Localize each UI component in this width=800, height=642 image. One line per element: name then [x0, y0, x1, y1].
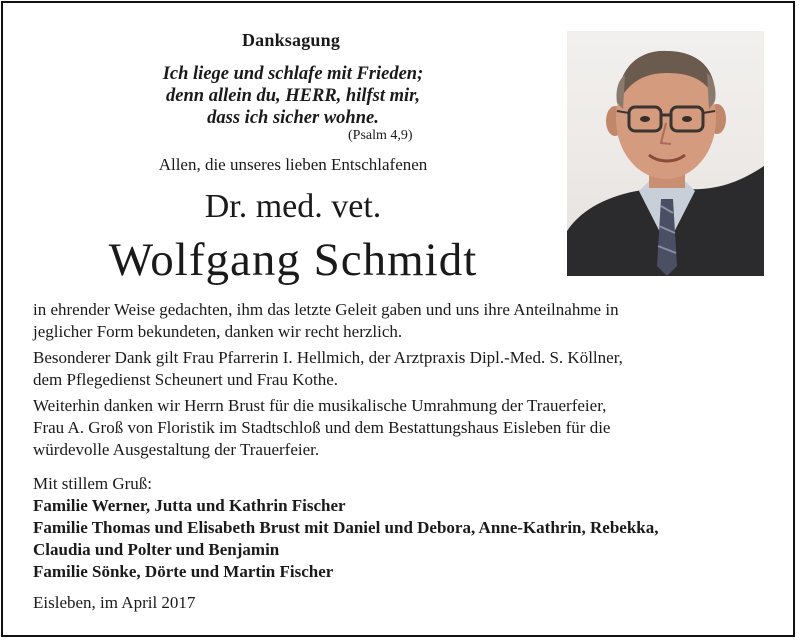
- text-line: dem Pflegedienst Scheunert und Frau Kothe.: [33, 370, 338, 389]
- notice-body: [33, 299, 773, 587]
- place-date: Eisleben, im April 2017: [33, 593, 196, 612]
- obituary-notice: [1, 1, 795, 637]
- greeting-line: Mit stillem Gruß:: [33, 474, 152, 493]
- verse-line: Ich liege und schlafe mit Frieden;: [162, 64, 424, 84]
- text-line: jeglicher Form bekundeten, danken wir recht herzlich.: [33, 322, 403, 341]
- family-line: Familie Werner, Jutta und Kathrin Fischer: [33, 496, 346, 515]
- deceased-title: Dr. med. vet.: [204, 188, 382, 225]
- deceased-name: Wolfgang Schmidt: [108, 234, 478, 286]
- intro-text: Allen, die unseres lieben Entschlafenen: [158, 155, 428, 174]
- family-line: Familie Thomas und Elisabeth Brust mit Daniel und Debora, Anne-Kathrin, Rebekka,: [33, 518, 659, 537]
- portrait-illustration: [567, 31, 764, 276]
- text-line: in ehrender Weise gedachten, ihm das letzte Geleit gaben und uns ihre Anteilnahme in: [33, 300, 619, 319]
- thanks-paragraph: [33, 395, 773, 461]
- notice-heading: Danksagung: [241, 30, 341, 50]
- thanks-paragraph: [33, 347, 773, 391]
- text-line: Frau A. Groß von Floristik im Stadtschloß und dem Bestattungshaus Eisleben für die: [33, 418, 611, 437]
- text-line: würdevolle Ausgestaltung der Trauerfeier.: [33, 440, 320, 459]
- verse-line: dass ich sicher wohne.: [207, 108, 379, 128]
- text-line: Besonderer Dank gilt Frau Pfarrerin I. Hellmich, der Arztpraxis Dipl.-Med. S. Köllner,: [33, 348, 623, 367]
- signature-block: [33, 473, 773, 583]
- verse-reference: (Psalm 4,9): [348, 128, 413, 143]
- family-line: Claudia und Polter und Benjamin: [33, 540, 280, 559]
- bible-verse: [108, 63, 478, 129]
- thanks-paragraph: [33, 299, 773, 343]
- text-line: Weiterhin danken wir Herrn Brust für die musikalische Umrahmung der Trauerfeier,: [33, 396, 607, 415]
- family-line: Familie Sönke, Dörte und Martin Fischer: [33, 562, 334, 581]
- portrait-photo: [567, 31, 764, 276]
- verse-line: denn allein du, HERR, hilfst mir,: [166, 86, 420, 106]
